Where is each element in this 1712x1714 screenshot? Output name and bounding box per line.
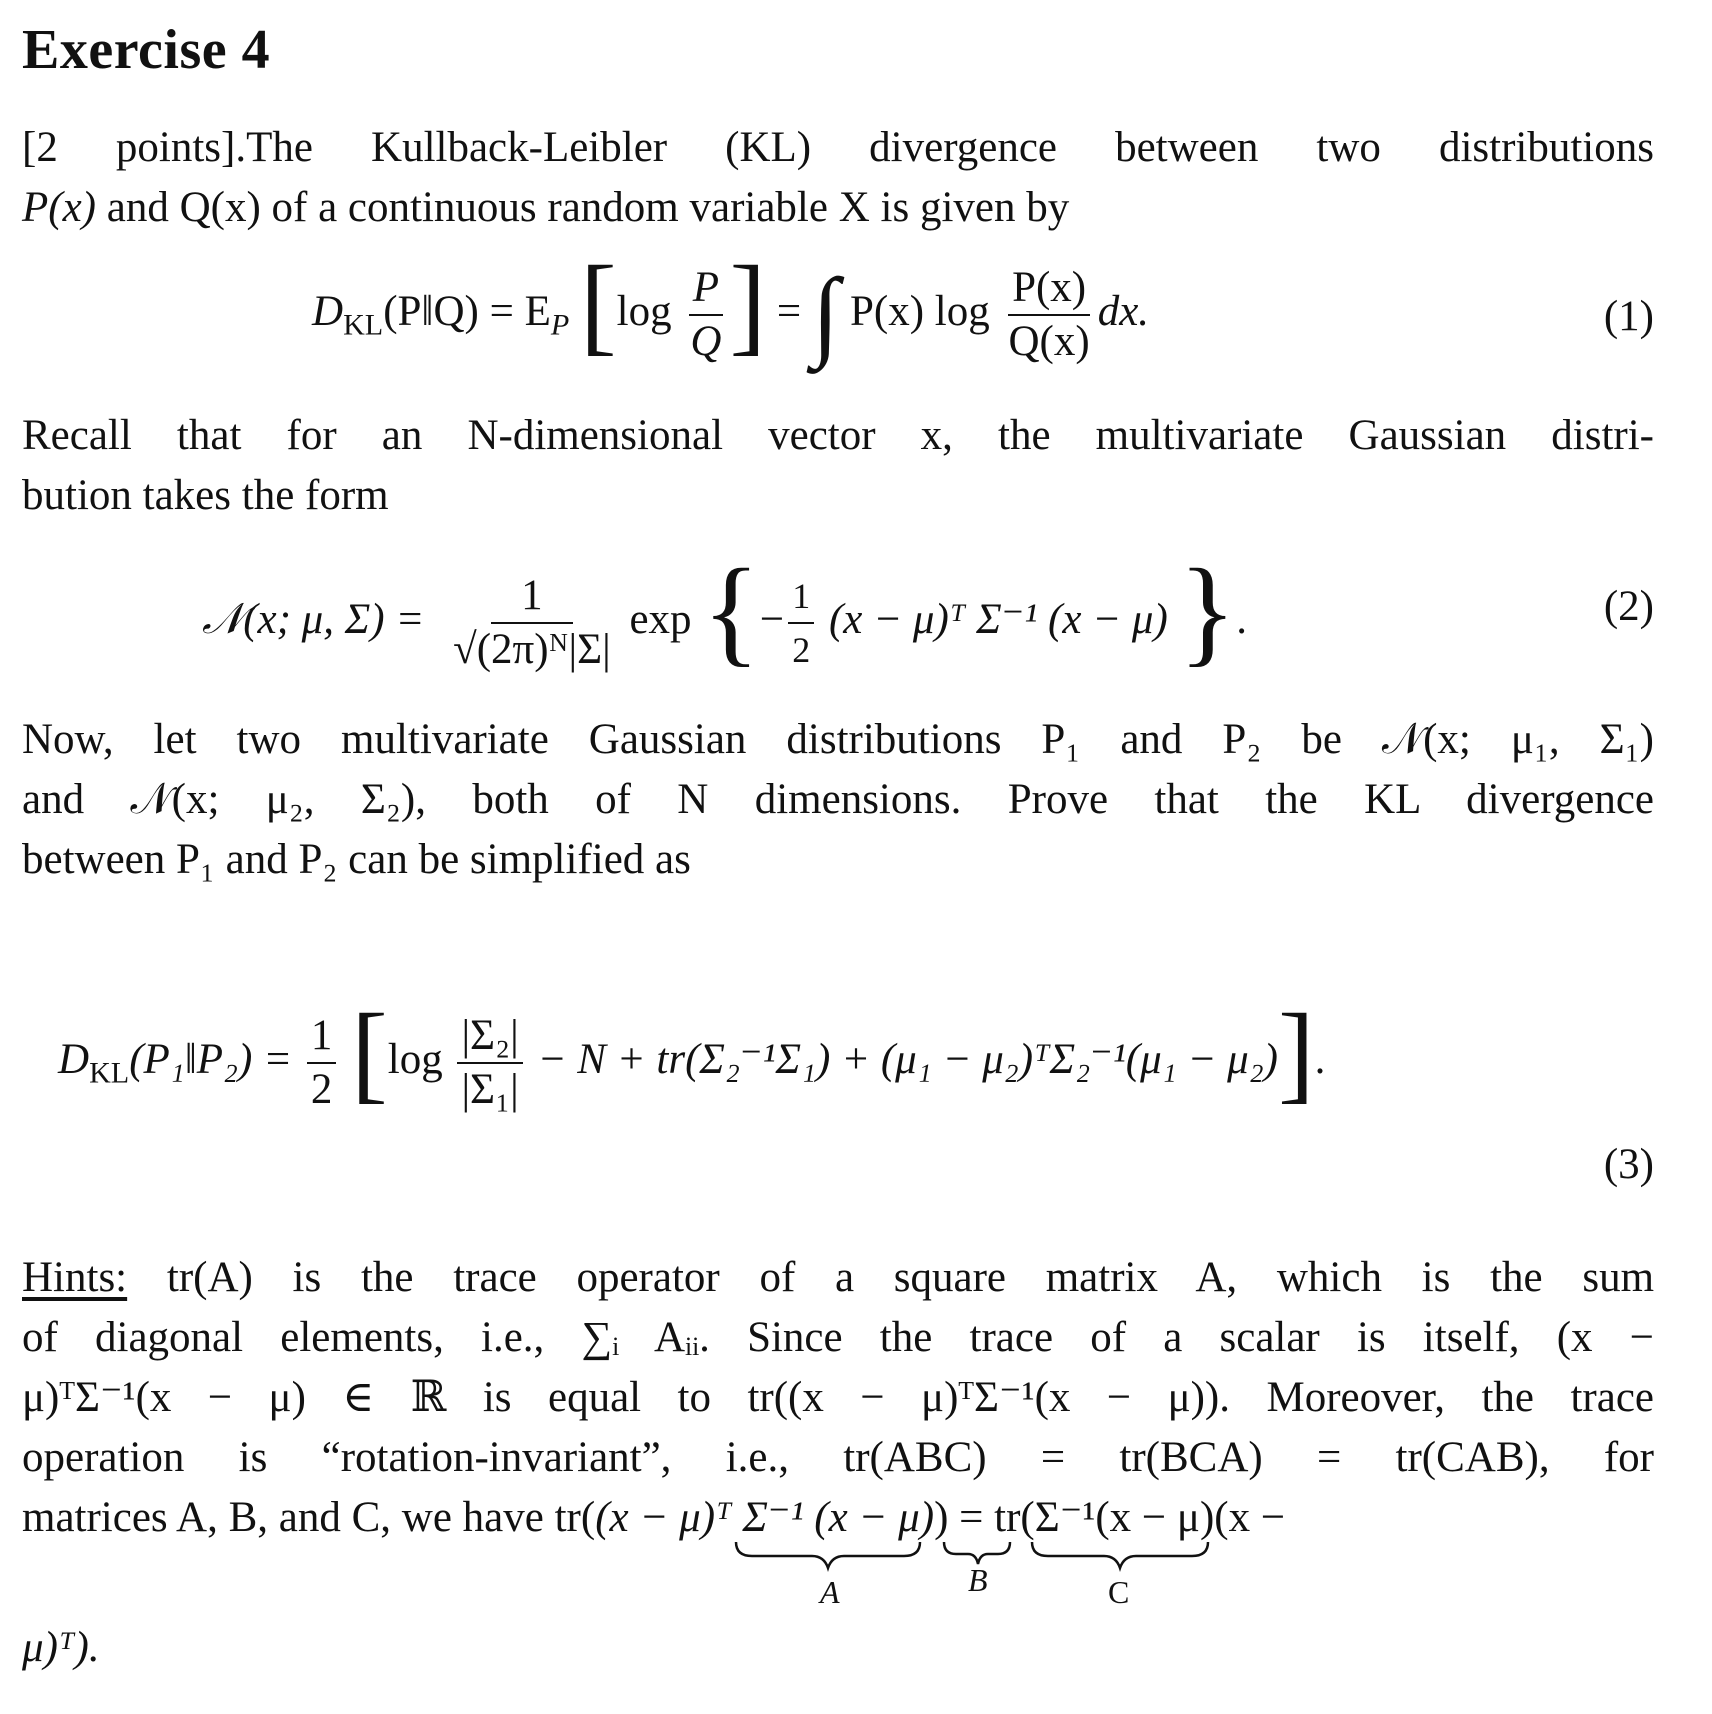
hints-term-c: (x − μ) [814, 1494, 935, 1541]
underbrace-a [736, 1542, 920, 1568]
intro-line-1-text: The Kullback-Leibler (KL) divergence between two distributions [246, 124, 1654, 171]
eq3-det-frac [457, 1010, 522, 1116]
hints-line-3: μ)ᵀΣ⁻¹(x − μ) ∈ ℝ is equal to tr((x − μ)ᵀΣ⁻¹(x − μ)). Moreover, the trace [22, 1374, 1654, 1421]
hints-term-a: (x − μ)ᵀ [595, 1494, 732, 1541]
equation-1-number: (1) [1603, 293, 1654, 340]
equation-3-body [58, 990, 1326, 1116]
hints-line-5-end: ) = tr(Σ⁻¹(x − μ)(x − [934, 1494, 1286, 1541]
now-line-1: Now, let two multivariate Gaussian distributions P₁ and P₂ be 𝒩(x; μ₁, Σ₁) [22, 716, 1654, 763]
eq2-normalizer-frac [449, 570, 615, 676]
eq3-right-bracket: ] [1278, 990, 1315, 1113]
eq1-ep-sub: P [550, 307, 570, 342]
now-line-3: between P₁ and P₂ can be simplified as [22, 836, 691, 883]
eq1-frac2-den: Q(x) [1008, 318, 1090, 365]
eq3-left-bracket: [ [351, 990, 388, 1113]
eq2-right-brace: } [1178, 543, 1237, 677]
hints-line-5-start: matrices A, B, and C, we have tr( [22, 1494, 596, 1541]
points-label: [2 points]. [22, 124, 247, 171]
equation-2-body: 𝒩(x; μ, Σ) = $\frac{1}{\text{√(2π)ᴺ|Σ|}}$ exp {− $\frac{1}{2}$ (x − μ)ᵀ Σ⁻¹ (x − μ) }. [202, 543, 1247, 677]
hints-term-b: Σ⁻¹ [742, 1494, 804, 1541]
hints-label: Hints: [22, 1254, 128, 1301]
eq2-left-brace: { [702, 543, 760, 677]
eq2-frac-den: √(2π)ᴺ|Σ| [453, 626, 611, 673]
underbrace-b [944, 1542, 1010, 1564]
eq2-exp: exp [629, 595, 692, 643]
brace-label-c: C [1108, 1574, 1130, 1610]
eq1-frac-den: Q [690, 318, 722, 365]
eq3-rest: − N + tr(Σ₂⁻¹Σ₁) + (μ₁ − μ₂)ᵀΣ₂⁻¹(μ₁ − μ₂) [537, 1035, 1278, 1083]
eq2-half-num: 1 [788, 570, 814, 624]
now-line-2: and 𝒩(x; μ₂, Σ₂), both of N dimensions. Prove that the KL divergence [22, 776, 1654, 823]
intro-paragraph [22, 118, 1654, 238]
eq1-lhs-args: (P‖Q) = E [383, 287, 551, 335]
exercise-title: Exercise 4 [22, 19, 271, 81]
hints-paragraph [22, 1248, 1654, 1548]
eq1-frac-px-qx [1005, 262, 1094, 368]
eq3-lhs-args: (P₁‖P₂) = [129, 1035, 293, 1083]
eq3-d: D [58, 1035, 90, 1083]
equation-3-number: (3) [1603, 1141, 1654, 1188]
recall-line-2: bution takes the form [22, 472, 389, 519]
eq3-frac-num: |Σ₂| [457, 1010, 522, 1064]
brace-label-b: B [968, 1562, 988, 1598]
hints-final-line [22, 1618, 1654, 1678]
eq2-frac-num: 1 [491, 570, 573, 624]
eq3-half [307, 1010, 337, 1116]
hints-line-6: μ)ᵀ). [22, 1624, 100, 1671]
now-paragraph [22, 710, 1654, 890]
eq3-half-den: 2 [310, 1066, 333, 1113]
equation-2 [22, 543, 1654, 700]
equation-3 [22, 990, 1654, 1188]
underbrace-c [1032, 1542, 1208, 1568]
eq3-tail: . [1314, 1035, 1326, 1083]
eq1-right-bracket: ] [729, 242, 767, 365]
recall-line-1: Recall that for an N-dimensional vector x, the multivariate Gaussian distri- [22, 412, 1654, 459]
equation-2-number: (2) [1603, 583, 1654, 630]
eq3-half-num: 1 [307, 1010, 337, 1064]
intro-line-1 [22, 118, 1654, 178]
recall-paragraph [22, 406, 1654, 526]
eq3-frac-den: |Σ₁| [461, 1066, 519, 1113]
intro-line-2-text: and Q(x) of a continuous random variable X is given by [106, 184, 1070, 231]
eq2-half [788, 570, 814, 676]
eq1-left-bracket: [ [580, 242, 617, 365]
eq2-tail: . [1236, 595, 1247, 643]
eq1-d: D [312, 287, 344, 335]
eq1-d-sub: KL [343, 307, 384, 342]
eq3-log: log [387, 1035, 443, 1083]
intro-line-2 [22, 178, 1654, 238]
eq2-lhs: 𝒩(x; μ, Σ) = [202, 595, 425, 643]
eq1-frac-p-q [686, 262, 725, 368]
hints-line-2: of diagonal elements, i.e., ∑ᵢ Aᵢᵢ. Since the trace of a scalar is itself, (x − [22, 1314, 1654, 1361]
eq1-frac2-num: P(x) [1008, 262, 1090, 316]
equation-1 [22, 242, 1654, 392]
eq3-d-sub: KL [89, 1055, 130, 1090]
integral-sign: ∫ [811, 257, 840, 369]
eq1-integrand: P(x) log [850, 287, 990, 335]
equation-1-body [312, 242, 1150, 369]
hints-line-1-text: tr(A) is the trace operator of a square matrix A, which is the sum [166, 1254, 1655, 1301]
eq1-tail: dx. [1097, 287, 1150, 335]
eq1-log-1: log [616, 287, 672, 335]
eq2-body: (x − μ)ᵀ Σ⁻¹ (x − μ) [828, 595, 1168, 643]
intro-line-2-lead: P(x) [22, 184, 96, 231]
brace-label-a: A [820, 1574, 840, 1610]
eq1-frac-num: P [692, 264, 720, 311]
hints-line-4: operation is “rotation-invariant”, i.e., tr(ABC) = tr(BCA) = tr(CAB), for [22, 1434, 1654, 1481]
eq1-equals: = [776, 287, 802, 335]
eq2-half-den: 2 [792, 630, 811, 670]
hints-line-1 [22, 1248, 1654, 1308]
